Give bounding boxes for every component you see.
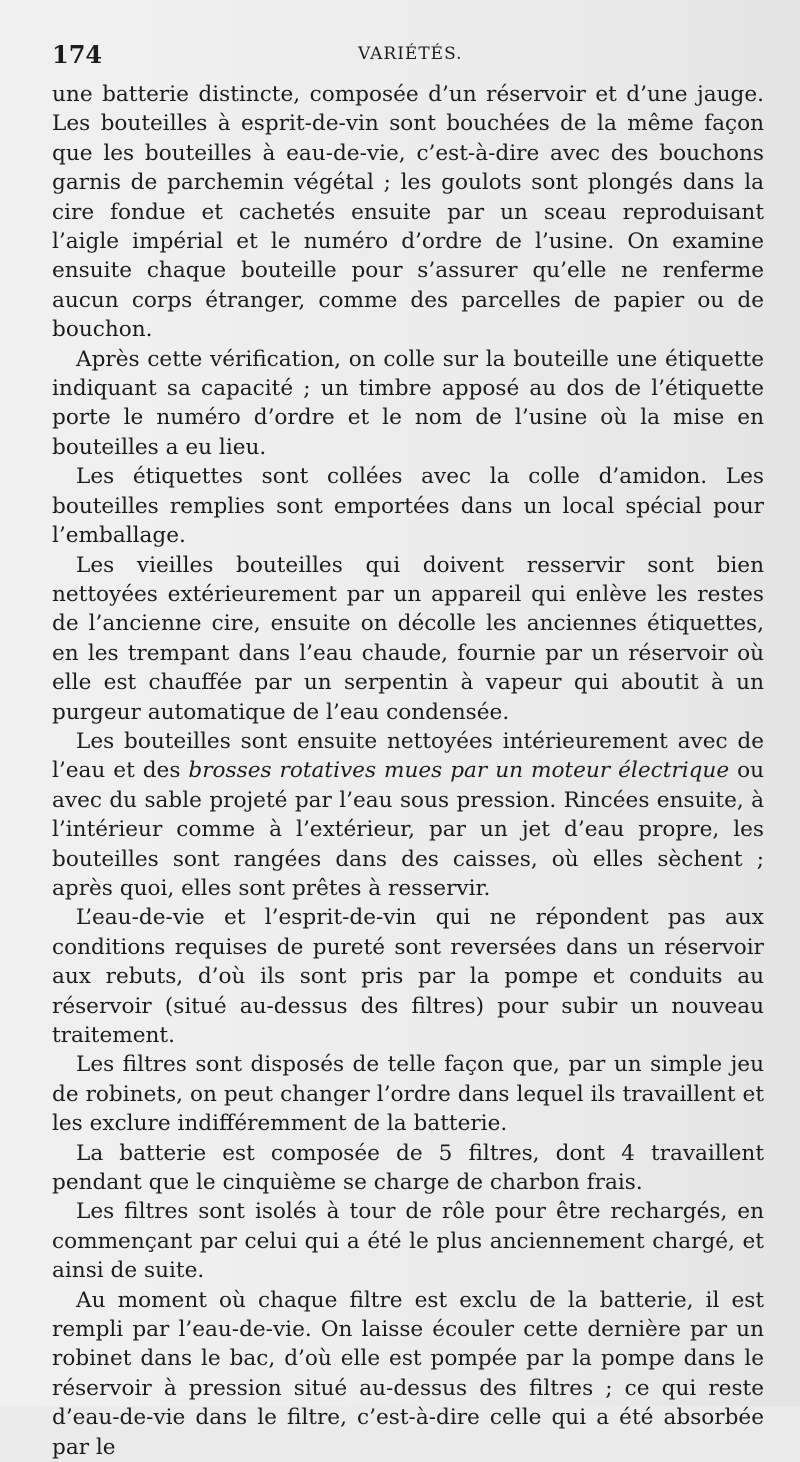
paragraph: une batterie distincte, composée d’un réservoir et d’une jauge. Les bouteilles à esprit-de-vin sont bouchées de la même façon que les bouteilles à eau-de-vie, c’est-à-dire avec des bouchons garnis de parchemin végétal ; les goulots sont plongés dans la cire fondue et cachetés ensuite par un sceau reproduisant l’aigle impérial et le numéro d’ordre de l’usine. On examine ensuite chaque bouteille pour s’assurer qu’elle ne renferme aucun corps étranger, comme des parcelles de papier ou de bouchon. [52, 82, 764, 343]
paragraph-text: ou avec du sable projeté par l’eau sous pression. Rincées ensuite, à l’intérieur comme à l’extérieur, par un jet d’eau propre, les bouteilles sont rangées dans des caisses, où elles sèchent ; après quoi, elles sont prêtes à resservir. [52, 758, 764, 901]
paragraph: Après cette vérification, on colle sur la bouteille une étiquette indiquant sa capacité ; un timbre apposé au dos de l’étiquette porte le numéro d’ordre et le nom de l’usine où la mise en bouteilles a eu lieu. [52, 346, 764, 460]
paragraph: La batterie est composée de 5 filtres, dont 4 travaillent pendant que le cinquième se charge de charbon frais. [52, 1140, 764, 1196]
page-header [52, 40, 760, 74]
italic-phrase: brosses rotatives mues par un moteur électrique [188, 758, 730, 784]
page-number: 174 [52, 40, 103, 69]
body-text [52, 80, 764, 1462]
paragraph: Les étiquettes sont collées avec la colle d’amidon. Les bouteilles remplies sont emportées dans un local spécial pour l’emballage. [52, 464, 764, 549]
paragraph-text: Les bouteilles sont ensuite nettoyées intérieurement avec de l’eau et des [52, 728, 764, 784]
paragraph: Les vieilles bouteilles qui doivent resservir sont bien nettoyées extérieurement par un appareil qui enlève les restes de l’ancienne cire, ensuite on décolle les anciennes étiquettes, en les trempant dans l’eau chaude, fournie par un réservoir où elle est chauffée par un serpentin à vapeur qui aboutit à un purgeur automatique de l’eau condensée. [52, 552, 764, 725]
running-head: VARIÉTÉS. [358, 44, 463, 64]
paragraph: L’eau-de-vie et l’esprit-de-vin qui ne répondent pas aux conditions requises de pureté sont reversées dans un réservoir aux rebuts, d’où ils sont pris par la pompe et conduits au réservoir (situé au-dessus des filtres) pour subir un nouveau traitement. [52, 905, 764, 1048]
paragraph [52, 727, 764, 903]
paragraph: Les filtres sont disposés de telle façon que, par un simple jeu de robinets, on peut changer l’ordre dans lequel ils travaillent et les exclure indifféremment de la batterie. [52, 1052, 764, 1137]
paragraph: Au moment où chaque filtre est exclu de la batterie, il est rempli par l’eau-de-vie. On laisse écouler cette dernière par un robinet dans le bac, d’où elle est pompée par la pompe dans le réservoir à pression situé au-dessus des filtres ; ce qui reste d’eau-de-vie dans le filtre, c’est-à-dire celle qui a été absorbée par le [52, 1287, 764, 1460]
paragraph: Les filtres sont isolés à tour de rôle pour être rechargés, en commençant par celui qui a été le plus anciennement chargé, et ainsi de suite. [52, 1199, 764, 1284]
